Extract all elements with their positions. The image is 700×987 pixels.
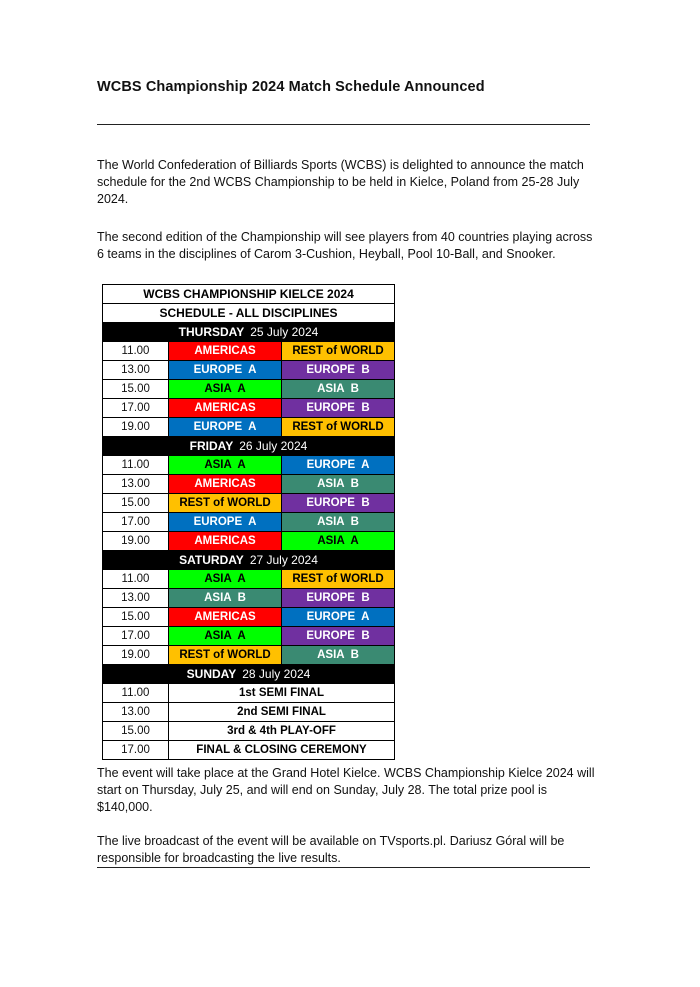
team-home: REST of WORLD — [169, 646, 282, 665]
team-home: ASIA A — [169, 380, 282, 399]
match-row — [103, 494, 395, 513]
bottom-divider — [97, 867, 590, 868]
finals-event: 3rd & 4th PLAY-OFF — [169, 722, 395, 741]
day-header — [103, 437, 395, 456]
team-away: ASIA A — [282, 532, 395, 551]
match-row — [103, 380, 395, 399]
team-home: AMERICAS — [169, 608, 282, 627]
team-home: ASIA A — [169, 627, 282, 646]
match-time: 11.00 — [103, 570, 169, 589]
day-header — [103, 551, 395, 570]
team-away: EUROPE A — [282, 608, 395, 627]
match-time: 11.00 — [103, 342, 169, 361]
schedule-subtitle: SCHEDULE - ALL DISCIPLINES — [103, 304, 395, 323]
match-time: 15.00 — [103, 494, 169, 513]
match-time: 17.00 — [103, 627, 169, 646]
day-date: 26 July 2024 — [239, 439, 308, 453]
article-title: WCBS Championship 2024 Match Schedule Announced — [97, 79, 485, 95]
day-date: 28 July 2024 — [242, 667, 311, 681]
match-time: 17.00 — [103, 513, 169, 532]
schedule-title-row — [103, 285, 395, 304]
match-row — [103, 627, 395, 646]
team-away: REST of WORLD — [282, 342, 395, 361]
match-time: 15.00 — [103, 608, 169, 627]
team-away: EUROPE B — [282, 399, 395, 418]
team-away: REST of WORLD — [282, 418, 395, 437]
teams-paragraph: The second edition of the Championship will see players from 40 countries playing across 6 teams in the disciplines of Carom 3-Cushion, Heyball, Pool 10-Ball, and Snooker. — [97, 230, 593, 261]
day-header-row — [103, 323, 395, 342]
team-home: REST of WORLD — [169, 494, 282, 513]
team-away: ASIA B — [282, 380, 395, 399]
team-home: AMERICAS — [169, 399, 282, 418]
team-away: ASIA B — [282, 646, 395, 665]
match-row — [103, 589, 395, 608]
match-time: 13.00 — [103, 589, 169, 608]
match-row — [103, 342, 395, 361]
day-header-row — [103, 551, 395, 570]
venue-paragraph: The event will take place at the Grand Hotel Kielce. WCBS Championship Kielce 2024 will start on Thursday, July 25, and will end on Sunday, July 28. The total prize pool is $140,000. — [97, 766, 595, 814]
finals-event: 1st SEMI FINAL — [169, 684, 395, 703]
day-date: 25 July 2024 — [250, 325, 319, 339]
finals-event: FINAL & CLOSING CEREMONY — [169, 741, 395, 760]
team-home: EUROPE A — [169, 361, 282, 380]
match-row — [103, 361, 395, 380]
day-header-row — [103, 437, 395, 456]
team-away: EUROPE B — [282, 627, 395, 646]
match-row — [103, 646, 395, 665]
match-row — [103, 684, 395, 703]
team-away: EUROPE B — [282, 361, 395, 380]
match-time: 11.00 — [103, 684, 169, 703]
day-name: FRIDAY — [189, 439, 234, 453]
match-row — [103, 532, 395, 551]
team-home: ASIA A — [169, 570, 282, 589]
team-home: AMERICAS — [169, 532, 282, 551]
team-home: EUROPE A — [169, 418, 282, 437]
match-time: 17.00 — [103, 399, 169, 418]
match-row — [103, 570, 395, 589]
intro-paragraph: The World Confederation of Billiards Sports (WCBS) is delighted to announce the match schedule for the 2nd WCBS Championship to be held in Kielce, Poland from 25-28 July 2024. — [97, 158, 584, 206]
match-time: 19.00 — [103, 646, 169, 665]
match-time: 11.00 — [103, 456, 169, 475]
match-time: 15.00 — [103, 380, 169, 399]
schedule-title: WCBS CHAMPIONSHIP KIELCE 2024 — [103, 285, 395, 304]
team-away: REST of WORLD — [282, 570, 395, 589]
match-time: 13.00 — [103, 475, 169, 494]
team-away: ASIA B — [282, 513, 395, 532]
day-name: SUNDAY — [186, 667, 237, 681]
team-home: AMERICAS — [169, 342, 282, 361]
team-away: EUROPE A — [282, 456, 395, 475]
broadcast-paragraph: The live broadcast of the event will be available on TVsports.pl. Dariusz Góral will be responsible for broadcasting the live results. — [97, 834, 565, 865]
team-away: EUROPE B — [282, 589, 395, 608]
match-time: 13.00 — [103, 361, 169, 380]
match-time: 19.00 — [103, 532, 169, 551]
team-away: EUROPE B — [282, 494, 395, 513]
day-header-row — [103, 665, 395, 684]
team-home: ASIA A — [169, 456, 282, 475]
day-name: SATURDAY — [179, 553, 244, 567]
team-home: AMERICAS — [169, 475, 282, 494]
match-time: 19.00 — [103, 418, 169, 437]
day-header — [103, 665, 395, 684]
match-row — [103, 475, 395, 494]
title-divider — [97, 124, 590, 125]
schedule-table — [102, 284, 395, 760]
finals-event: 2nd SEMI FINAL — [169, 703, 395, 722]
match-row — [103, 703, 395, 722]
team-home: ASIA B — [169, 589, 282, 608]
match-row — [103, 722, 395, 741]
match-time: 17.00 — [103, 741, 169, 760]
team-home: EUROPE A — [169, 513, 282, 532]
match-row — [103, 456, 395, 475]
match-row — [103, 608, 395, 627]
day-header — [103, 323, 395, 342]
match-row — [103, 418, 395, 437]
day-date: 27 July 2024 — [249, 553, 318, 567]
match-row — [103, 399, 395, 418]
match-row — [103, 513, 395, 532]
day-name: THURSDAY — [178, 325, 245, 339]
match-row — [103, 741, 395, 760]
match-time: 15.00 — [103, 722, 169, 741]
match-time: 13.00 — [103, 703, 169, 722]
team-away: ASIA B — [282, 475, 395, 494]
schedule-subtitle-row — [103, 304, 395, 323]
